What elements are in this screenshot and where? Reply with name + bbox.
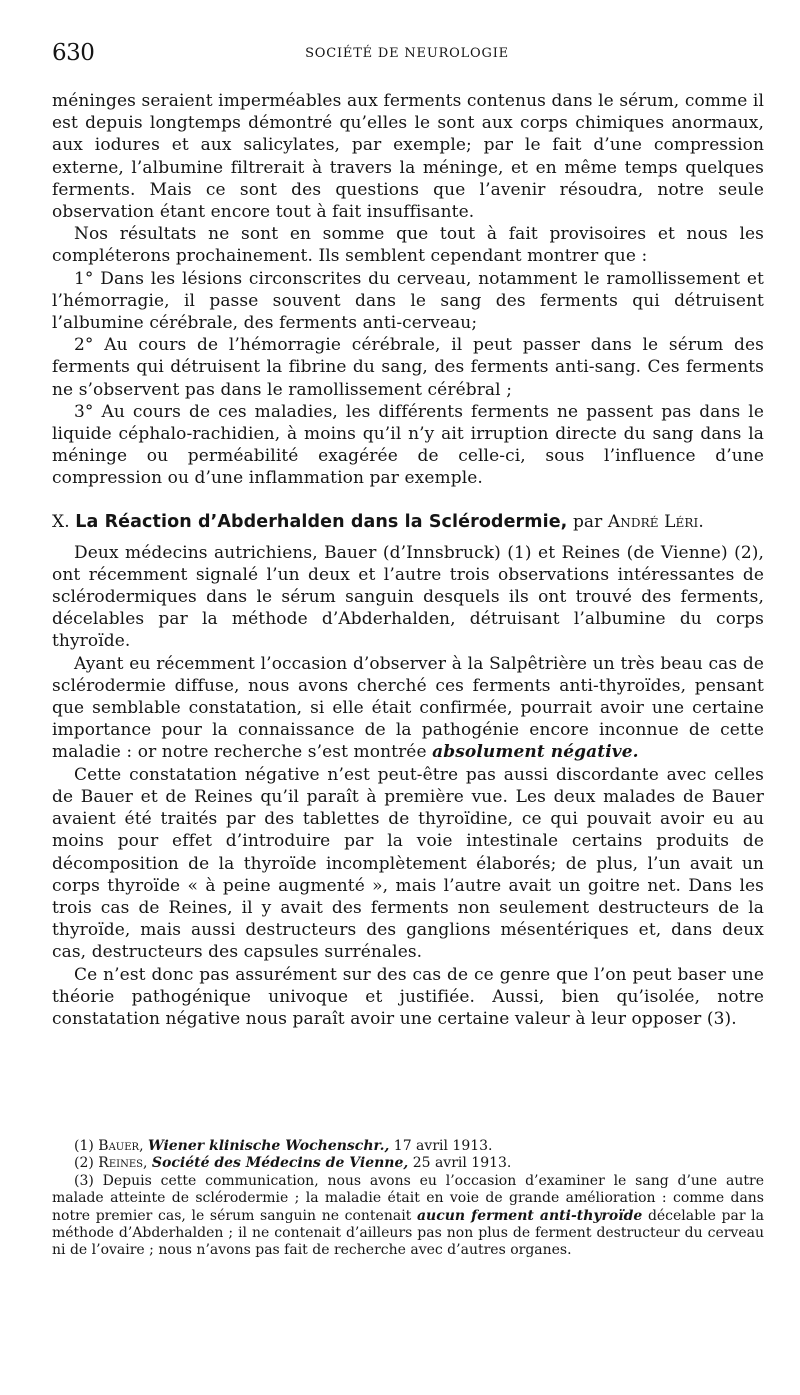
footnote-2-author: Reines, (98, 1155, 148, 1172)
footnote-1-number: (1) (74, 1138, 94, 1154)
section-title: La Réaction d’Abderhalden dans la Sclérodermie, (75, 511, 568, 532)
footnote-3-number: (3) (74, 1172, 94, 1189)
running-title: SOCIÉTÉ DE NEUROLOGIE (305, 46, 509, 61)
footnote-1 (52, 1138, 764, 1155)
footnote-2-source: Société des Médecins de Vienne, (151, 1155, 409, 1172)
footnote-1-date: 17 avril 1913. (393, 1138, 493, 1154)
paragraph-results: Nos résultats ne sont en somme que tout à fait provisoires et nous les compléterons prochainement. Ils semblent cependant montrer que : (52, 224, 764, 267)
paragraph-continued: méninges seraient imperméables aux ferments contenus dans le sérum, comme il est depuis longtemps démontré qu’elles le sont aux corps chimiques anormaux, aux iodures et aux salicylates, par exemple; par le fait d’une compression externe, l’albumine filtrerait à travers la méninge, et en même temps quelques ferments. Mais ce sont des questions que l’avenir résoudra, notre seule observation étant encore tout à fait insuffisante. (52, 91, 764, 223)
main-text (52, 90, 764, 1030)
footnote-1-author: Bauer, (98, 1138, 144, 1154)
footnote-2-date: 25 avril 1913. (412, 1155, 512, 1172)
section-paragraph-2 (52, 653, 764, 764)
footnote-3-emphasis: aucun ferment anti-thyroïde (416, 1207, 643, 1224)
footnote-2-number: (2) (74, 1155, 94, 1172)
footnote-1-source: Wiener klinische Wochenschr., (147, 1138, 390, 1154)
page-header (52, 40, 762, 70)
emphasis-negative: absolument négative. (432, 742, 639, 763)
conclusion-item-3: 3° Au cours de ces maladies, les différents ferments ne passent pas dans le liquide céphalo-rachidien, à moins qu’il n’y ait irruption directe du sang dans la méninge ou perméabilité exagérée de celle-ci, sous l’influence d’une compression ou d’une inflammation par exemple. (52, 401, 764, 489)
page-number: 630 (52, 40, 95, 66)
conclusion-item-1: 1° Dans les lésions circonscrites du cerveau, notamment le ramollissement et l’hémorragie, il passe souvent dans le sang des ferments qui détruisent l’albumine cérébrale, des ferments anti-cerveau; (52, 268, 764, 334)
section-paragraph-1: Deux médecins autrichiens, Bauer (d’Innsbruck) (1) et Reines (de Vienne) (2), ont récemment signalé l’un deux et l’autre trois observations intéressantes de sclérodermiques dans le sérum sanguin desquels ils ont trouvé des ferments, décelables par la méthode d’Abderhalden, détruisant l’albumine du corps thyroïde. (52, 542, 764, 652)
footnote-3-text-end: décelable par la méthode d’Abderhalden ; il ne contenait d’ailleurs pas non plus de ferment destructeur du cerveau ni de l’ovaire ; nous n’avons pas fait de recherche avec d’autres organes. (52, 1207, 764, 1259)
section-paragraph-2-text: Ayant eu récemment l’occasion d’observer à la Salpêtrière un très beau cas de sclérodermie diffuse, nous avons cherché ces ferments anti-thyroïdes, pensant que semblable constatation, si elle était confirmée, pourrait avoir une certaine importance pour la connaissance de la pathogénie encore inconnue de cette maladie : or notre recherche s’est montrée (52, 653, 764, 763)
section-author-prefix: par (572, 511, 603, 532)
footnote-3-text: Depuis cette communication, nous avons eu l’occasion d’examiner le sang d’une autre malade atteinte de sclérodermie ; la maladie était en voie de grande amélioration : comme dans notre premier cas, le sérum sanguin ne contenait (52, 1172, 765, 1224)
section-heading (52, 510, 764, 534)
footnote-3 (52, 1173, 764, 1260)
section-author: André Léri. (607, 511, 704, 532)
section-paragraph-3: Cette constatation négative n’est peut-être pas aussi discordante avec celles de Bauer et de Reines qu’il paraît à première vue. Les deux malades de Bauer avaient été traités par des tablettes de thyroïdine, ce qui pouvait avoir eu au moins pour effet d’introduire par la voie intestinale certains produits de décomposition de la thyroïde incomplètement élaborés; de plus, l’un avait un corps thyroïde « à peine augmenté », mais l’autre avait un goitre net. Dans les trois cas de Reines, il y avait des ferments non seulement destructeurs de la thyroïde, mais aussi destructeurs des ganglions mésentériques et, dans deux cas, destructeurs des capsules surrénales. (52, 764, 764, 963)
section-number: X. (52, 511, 70, 532)
conclusion-item-2: 2° Au cours de l’hémorragie cérébrale, il peut passer dans le sérum des ferments qui détruisent la fibrine du sang, des ferments anti-sang. Ces ferments ne s’observent pas dans le ramollissement cérébral ; (52, 335, 764, 400)
section-paragraph-4: Ce n’est donc pas assurément sur des cas de ce genre que l’on peut baser une théorie pathogénique univoque et justifiée. Aussi, bien qu’isolée, notre constatation négative nous paraît avoir une certaine valeur à leur opposer (3). (52, 964, 764, 1029)
footnote-2 (52, 1155, 764, 1172)
footnotes (52, 1138, 764, 1260)
